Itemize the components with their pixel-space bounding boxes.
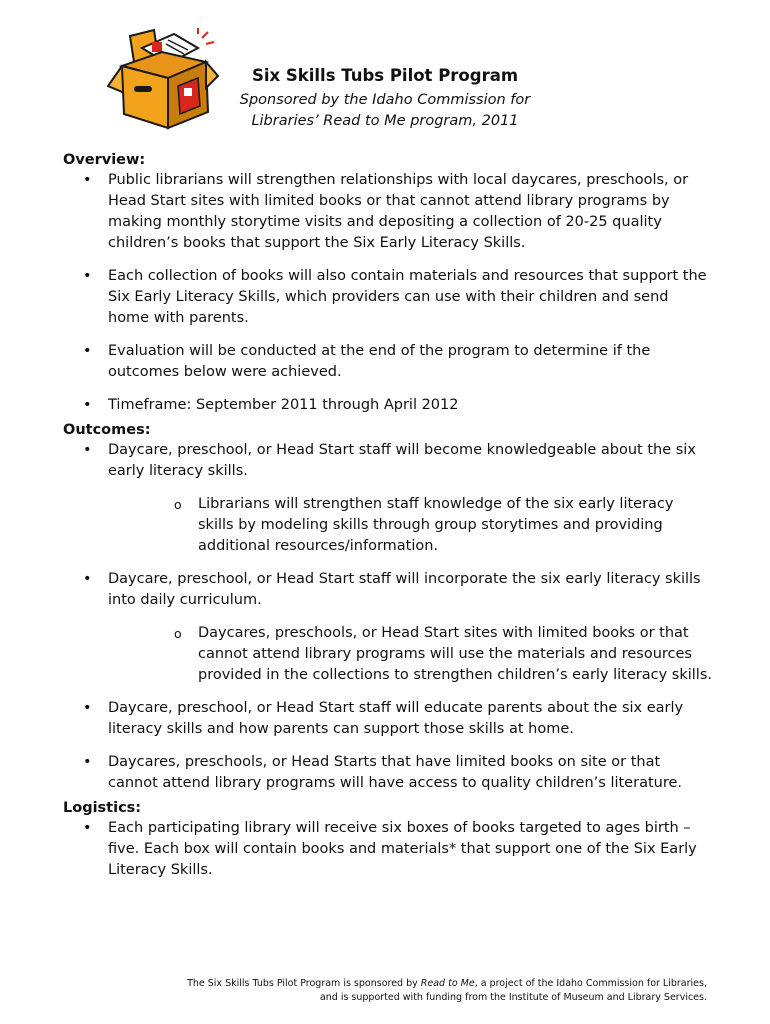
list-item: • Each collection of books will also contain materials and resources that support the Six Early Literacy Skills, which providers can use with their children and send home with parents. xyxy=(63,266,713,329)
subtitle-line-2: Libraries’ Read to Me program, 2011 xyxy=(251,113,519,129)
page-footer xyxy=(80,977,707,1005)
sub-list-item-text: Librarians will strengthen staff knowledge of the six early literacy skills by modeling skills through group storytimes and providing additional resources/information. xyxy=(198,496,674,554)
sub-bullet-marker: o xyxy=(174,497,182,512)
main-content xyxy=(63,150,713,893)
sub-list xyxy=(108,623,713,686)
footer-text-pre: The Six Skills Tubs Pilot Program is sponsored by xyxy=(187,978,421,989)
footer-text-post: , a project of the Idaho Commission for Libraries, xyxy=(474,978,707,989)
list-item: • Each participating library will receive six boxes of books targeted to ages birth – five. Each box will contain books and materials* that support one of the Six Early Literacy Skills. xyxy=(63,818,713,881)
footer-line-1 xyxy=(80,977,707,991)
sub-list-item-text: Daycares, preschools, or Head Start sites with limited books or that cannot attend library programs will use the materials and resources provided in the collections to strengthen children’s early literacy skills. xyxy=(198,625,712,683)
logistics-heading: Logistics: xyxy=(63,800,142,816)
logistics-list xyxy=(63,818,713,881)
list-item xyxy=(63,440,713,557)
list-item: • Public librarians will strengthen relationships with local daycares, preschools, or Head Start sites with limited books or that cannot attend library programs by making monthly storytime visits and depositing a collection of 20-25 quality children’s books that support the Six Early Literacy Skills. xyxy=(63,170,713,254)
outcomes-heading: Outcomes: xyxy=(63,422,151,438)
list-item: • Daycares, preschools, or Head Starts that have limited books on site or that cannot attend library programs will have access to quality children’s literature. xyxy=(63,752,713,794)
sub-list-item xyxy=(108,494,713,557)
list-item: • Evaluation will be conducted at the end of the program to determine if the outcomes below were achieved. xyxy=(63,341,713,383)
title-text: Six Skills Tubs Pilot Program xyxy=(251,66,519,85)
overview-heading: Overview: xyxy=(63,152,146,168)
page-subtitle xyxy=(200,90,570,132)
sub-bullet-marker: o xyxy=(174,626,182,641)
subtitle-line-1: Sponsored by the Idaho Commission for xyxy=(239,92,531,108)
footer-program-name: Read to Me xyxy=(420,978,475,989)
list-item: • Timeframe: September 2011 through April 2012 xyxy=(63,395,713,416)
page-title xyxy=(0,66,770,85)
list-item: • Daycare, preschool, or Head Start staff will educate parents about the six early literacy skills and how parents can support those skills at home. xyxy=(63,698,713,740)
sub-list-item xyxy=(108,623,713,686)
outcomes-list xyxy=(63,440,713,794)
overview-list xyxy=(63,170,713,416)
list-item-text: Daycare, preschool, or Head Start staff will become knowledgeable about the six early literacy skills. xyxy=(108,442,696,479)
list-item-text: Daycare, preschool, or Head Start staff will incorporate the six early literacy skills into daily curriculum. xyxy=(108,571,701,608)
footer-line-2: and is supported with funding from the Institute of Museum and Library Services. xyxy=(319,992,707,1003)
list-item xyxy=(63,569,713,686)
sub-list xyxy=(108,494,713,557)
